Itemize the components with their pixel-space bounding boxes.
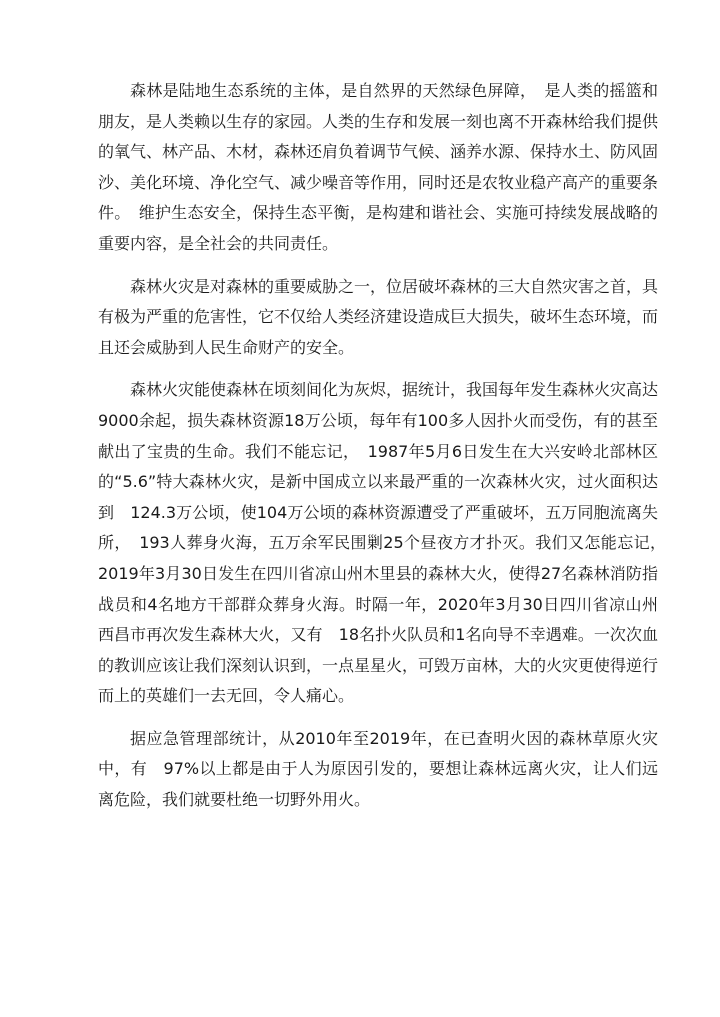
- paragraph-fire-statistics: 森林火灾能使森林在顷刻间化为灰烬，据统计，我国每年发生森林火灾高达 9000余起，损失森林资源18万公顷，每年有100多人因扑火而受伤，有的甚至献出了宝贵的生命。我们不能忘记， 1987年5月6日发生在大兴安岭北部林区的“5.6”特大森林火灾，是新中国成立以来最严重的一次森林火灾，过火面积达到 124.3万公顷，使104万公顷的森林资源遭受了严重破坏，五万同胞流离失所， 193人葬身火海，五万余军民围剿25个昼夜方才扑灭。我们又怎能忘记， 2019年3月30日发生在四川省凉山州木里县的森林大火，使得27名森林消防指战员和4名地方干部群众葬身火海。时隔一年，2020年3月30日四川省凉山州西昌市再次发生森林大火，又有 18名扑火队员和1名向导不幸遇难。一次次血的教训应该让我们深刻认识到，一点星星火，可毁万亩林，大的火灾更使得逆行而上的英雄们一去无回，令人痛心。: [98, 380, 675, 706]
- paragraph-human-causes: 据应急管理部统计，从2010年至2019年，在已查明火因的森林草原火灾中，有 97%以上都是由于人为原因引发的，要想让森林远离火灾，让人们远离危险，我们就要杜绝一切野外用火。: [98, 728, 658, 810]
- document-body: [98, 76, 675, 828]
- paragraph-forest-fire-threat: 森林火灾是对森林的重要威胁之一，位居破坏森林的三大自然灾害之首，具有极为严重的危害性，它不仅给人类经济建设造成巨大损失，破坏生态环境，而且还会威胁到人民生命财产的安全。: [98, 276, 659, 357]
- paragraph-forest-importance: 森林是陆地生态系统的主体，是自然界的天然绿色屏障， 是人类的摇篮和朋友，是人类赖以生存的家园。人类的生存和发展一刻也离不开森林给我们提供的氧气、林产品、木材，森林还肩负着调节气候、涵养水源、保持水土、防风固沙、美化环境、净化空气、减少噪音等作用，同时还是农牧业稳产高产的重要条件。 维护生态安全，保持生态平衡，是构建和谐社会、实施可持续发展战略的重要内容，是全社会的共同责任。: [98, 81, 659, 253]
